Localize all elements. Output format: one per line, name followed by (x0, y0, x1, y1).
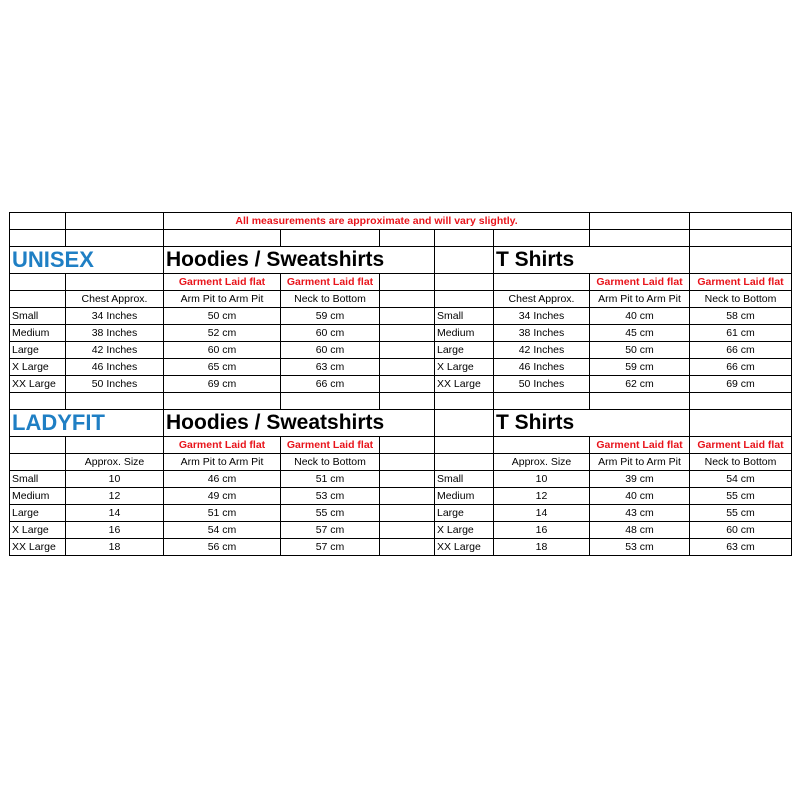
ladyfit-hoodies-title (164, 410, 435, 437)
size-value: 18 (66, 539, 164, 556)
size-value: 16 (494, 522, 590, 539)
size-value: 34 Inches (66, 308, 164, 325)
arm-pit-value: 69 cm (164, 376, 281, 393)
garment-note: Garment Laid flat (164, 274, 281, 291)
ladyfit-data-row (10, 471, 792, 488)
arm-pit-value: 46 cm (164, 471, 281, 488)
arm-pit-value: 62 cm (590, 376, 690, 393)
size-value: 18 (494, 539, 590, 556)
empty-cell (690, 213, 792, 230)
size-value: 46 Inches (494, 359, 590, 376)
column-header: Neck to Bottom (690, 454, 792, 471)
ladyfit-data-row (10, 505, 792, 522)
garment-note: Garment Laid flat (281, 437, 380, 454)
neck-value: 55 cm (690, 505, 792, 522)
size-value: 14 (494, 505, 590, 522)
empty-cell (10, 291, 66, 308)
empty-cell (435, 230, 494, 247)
size-label: Large (10, 505, 66, 522)
column-header: Neck to Bottom (690, 291, 792, 308)
empty-cell (66, 437, 164, 454)
size-label: XX Large (435, 539, 494, 556)
size-value: 14 (66, 505, 164, 522)
unisex-hoodies-title (164, 247, 435, 274)
size-label: Medium (435, 488, 494, 505)
ladyfit-tshirts-title (494, 410, 690, 437)
size-value: 50 Inches (66, 376, 164, 393)
neck-value: 60 cm (281, 325, 380, 342)
empty-cell (690, 393, 792, 410)
arm-pit-value: 49 cm (164, 488, 281, 505)
neck-value: 66 cm (690, 342, 792, 359)
empty-cell (380, 359, 435, 376)
neck-value: 51 cm (281, 471, 380, 488)
arm-pit-value: 50 cm (590, 342, 690, 359)
size-value: 38 Inches (66, 325, 164, 342)
size-label: Medium (10, 488, 66, 505)
size-label: Large (435, 342, 494, 359)
garment-note: Garment Laid flat (690, 437, 792, 454)
empty-cell (435, 437, 494, 454)
neck-value: 69 cm (690, 376, 792, 393)
arm-pit-value: 56 cm (164, 539, 281, 556)
ladyfit-label: LADYFIT (12, 410, 105, 435)
size-label: Large (10, 342, 66, 359)
arm-pit-value: 50 cm (164, 308, 281, 325)
hoodies-title: Hoodies / Sweatshirts (166, 411, 385, 434)
garment-note: Garment Laid flat (690, 274, 792, 291)
empty-cell (66, 230, 164, 247)
neck-value: 66 cm (281, 376, 380, 393)
unisex-title-row (10, 247, 792, 274)
empty-cell (10, 454, 66, 471)
neck-value: 63 cm (690, 539, 792, 556)
empty-cell (435, 410, 494, 437)
neck-value: 61 cm (690, 325, 792, 342)
arm-pit-value: 60 cm (164, 342, 281, 359)
empty-cell (494, 230, 590, 247)
arm-pit-value: 48 cm (590, 522, 690, 539)
neck-value: 66 cm (690, 359, 792, 376)
neck-value: 59 cm (281, 308, 380, 325)
ladyfit-title-row (10, 410, 792, 437)
empty-cell (66, 393, 164, 410)
column-header: Approx. Size (494, 454, 590, 471)
hoodies-title: Hoodies / Sweatshirts (166, 248, 385, 271)
neck-value: 60 cm (690, 522, 792, 539)
empty-cell (10, 393, 66, 410)
size-label: Small (435, 471, 494, 488)
size-label: Medium (10, 325, 66, 342)
column-header: Neck to Bottom (281, 291, 380, 308)
empty-cell (10, 437, 66, 454)
size-value: 10 (494, 471, 590, 488)
empty-cell (380, 522, 435, 539)
arm-pit-value: 45 cm (590, 325, 690, 342)
size-value: 38 Inches (494, 325, 590, 342)
size-value: 46 Inches (66, 359, 164, 376)
empty-cell (10, 230, 66, 247)
unisex-data-row (10, 376, 792, 393)
garment-note: Garment Laid flat (590, 437, 690, 454)
arm-pit-value: 39 cm (590, 471, 690, 488)
empty-cell (380, 342, 435, 359)
ladyfit-data-row (10, 488, 792, 505)
ladyfit-garment-note-row (10, 437, 792, 454)
arm-pit-value: 59 cm (590, 359, 690, 376)
arm-pit-value: 43 cm (590, 505, 690, 522)
spacer-row (10, 230, 792, 247)
unisex-label: UNISEX (12, 247, 94, 272)
empty-cell (435, 291, 494, 308)
garment-note: Garment Laid flat (164, 437, 281, 454)
empty-cell (10, 213, 66, 230)
size-value: 50 Inches (494, 376, 590, 393)
empty-cell (494, 274, 590, 291)
column-header: Arm Pit to Arm Pit (164, 454, 281, 471)
empty-cell (380, 471, 435, 488)
empty-cell (435, 274, 494, 291)
ladyfit-header-row (10, 454, 792, 471)
arm-pit-value: 40 cm (590, 308, 690, 325)
size-value: 16 (66, 522, 164, 539)
size-label: Large (435, 505, 494, 522)
size-chart-table (9, 212, 792, 556)
unisex-data-row (10, 342, 792, 359)
notice-row (10, 213, 792, 230)
size-label: Medium (435, 325, 494, 342)
empty-cell (281, 393, 380, 410)
empty-cell (590, 230, 690, 247)
empty-cell (690, 230, 792, 247)
empty-cell (66, 274, 164, 291)
neck-value: 63 cm (281, 359, 380, 376)
empty-cell (281, 230, 380, 247)
empty-cell (690, 410, 792, 437)
size-value: 42 Inches (494, 342, 590, 359)
size-label: XX Large (435, 376, 494, 393)
arm-pit-value: 40 cm (590, 488, 690, 505)
empty-cell (380, 454, 435, 471)
tshirts-title: T Shirts (496, 248, 575, 271)
size-label: Small (10, 471, 66, 488)
empty-cell (380, 488, 435, 505)
neck-value: 55 cm (690, 488, 792, 505)
empty-cell (164, 393, 281, 410)
empty-cell (380, 376, 435, 393)
unisex-data-row (10, 325, 792, 342)
measurement-notice: All measurements are approximate and will vary slightly. (164, 213, 590, 230)
empty-cell (380, 539, 435, 556)
garment-note: Garment Laid flat (590, 274, 690, 291)
size-label: X Large (435, 522, 494, 539)
size-value: 42 Inches (66, 342, 164, 359)
garment-note: Garment Laid flat (281, 274, 380, 291)
neck-value: 60 cm (281, 342, 380, 359)
size-label: X Large (10, 522, 66, 539)
empty-cell (380, 230, 435, 247)
size-label: XX Large (10, 376, 66, 393)
arm-pit-value: 65 cm (164, 359, 281, 376)
column-header: Arm Pit to Arm Pit (590, 291, 690, 308)
empty-cell (66, 213, 164, 230)
neck-value: 55 cm (281, 505, 380, 522)
neck-value: 53 cm (281, 488, 380, 505)
arm-pit-value: 53 cm (590, 539, 690, 556)
empty-cell (380, 505, 435, 522)
size-label: X Large (435, 359, 494, 376)
unisex-header-row (10, 291, 792, 308)
size-label: Small (10, 308, 66, 325)
size-label: Small (435, 308, 494, 325)
spacer-row (10, 393, 792, 410)
unisex-data-row (10, 359, 792, 376)
empty-cell (380, 274, 435, 291)
unisex-label (10, 247, 164, 274)
unisex-tshirts-title (494, 247, 690, 274)
unisex-garment-note-row (10, 274, 792, 291)
size-label: XX Large (10, 539, 66, 556)
ladyfit-data-row (10, 539, 792, 556)
empty-cell (590, 213, 690, 230)
size-value: 12 (66, 488, 164, 505)
neck-value: 54 cm (690, 471, 792, 488)
neck-value: 58 cm (690, 308, 792, 325)
empty-cell (494, 393, 590, 410)
neck-value: 57 cm (281, 539, 380, 556)
size-value: 12 (494, 488, 590, 505)
empty-cell (494, 437, 590, 454)
column-header: Chest Approx. (494, 291, 590, 308)
tshirts-title: T Shirts (496, 411, 575, 434)
unisex-data-row (10, 308, 792, 325)
empty-cell (435, 247, 494, 274)
empty-cell (690, 247, 792, 274)
empty-cell (380, 437, 435, 454)
empty-cell (435, 454, 494, 471)
empty-cell (164, 230, 281, 247)
ladyfit-data-row (10, 522, 792, 539)
empty-cell (380, 325, 435, 342)
empty-cell (590, 393, 690, 410)
empty-cell (380, 308, 435, 325)
empty-cell (380, 393, 435, 410)
size-label: X Large (10, 359, 66, 376)
arm-pit-value: 52 cm (164, 325, 281, 342)
column-header: Chest Approx. (66, 291, 164, 308)
ladyfit-label (10, 410, 164, 437)
column-header: Neck to Bottom (281, 454, 380, 471)
column-header: Approx. Size (66, 454, 164, 471)
empty-cell (435, 393, 494, 410)
column-header: Arm Pit to Arm Pit (164, 291, 281, 308)
size-value: 10 (66, 471, 164, 488)
neck-value: 57 cm (281, 522, 380, 539)
empty-cell (380, 291, 435, 308)
arm-pit-value: 51 cm (164, 505, 281, 522)
empty-cell (10, 274, 66, 291)
size-value: 34 Inches (494, 308, 590, 325)
column-header: Arm Pit to Arm Pit (590, 454, 690, 471)
arm-pit-value: 54 cm (164, 522, 281, 539)
